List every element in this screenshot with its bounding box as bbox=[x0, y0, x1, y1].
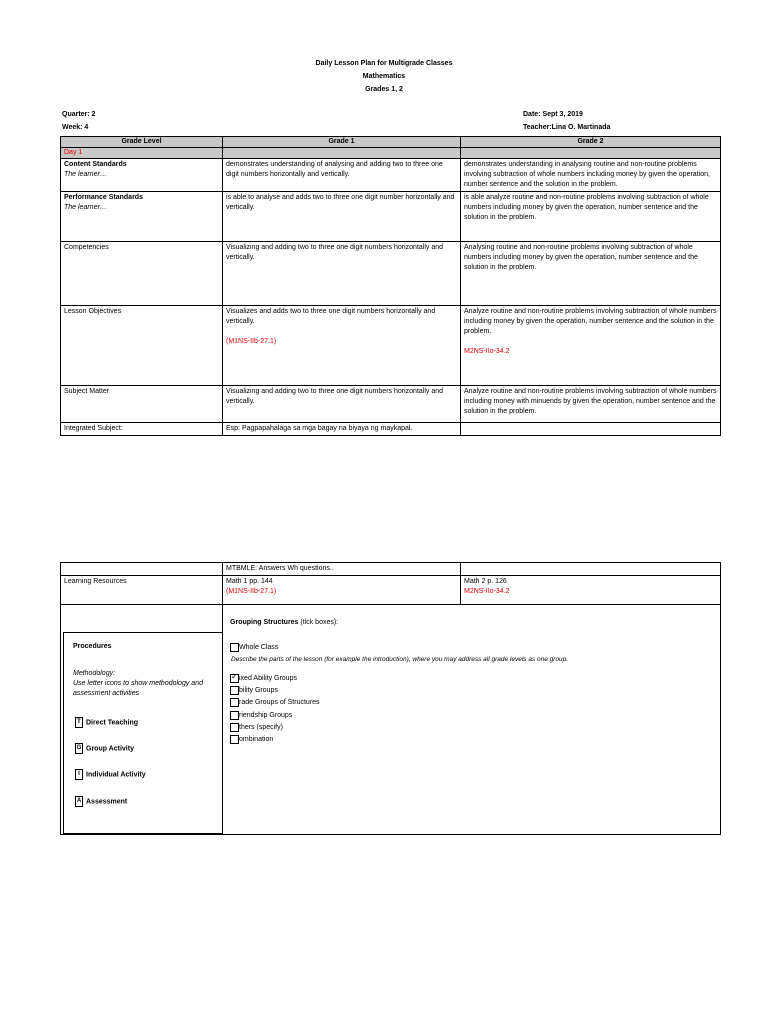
doc-title: Daily Lesson Plan for Multigrade Classes bbox=[315, 60, 453, 67]
g1-resources: Math 1 pp. 144 bbox=[226, 578, 273, 585]
g2-cell: Analysing routine and non-routine problems involving subtraction of whole numbers including money by given the operation, number sentence and the solution in the problem. bbox=[461, 242, 721, 306]
table-row bbox=[61, 159, 721, 192]
row-label: Lesson Objectives bbox=[61, 306, 223, 386]
lesson-plan-table bbox=[60, 136, 721, 436]
table-row bbox=[61, 563, 721, 576]
g1-cell: is able to analyse and adds two to three one digit number horizontally and vertically. bbox=[223, 192, 461, 242]
g1-cell: Visualizes and adds two to three one digit numbers horizontally and vertically. bbox=[226, 308, 436, 325]
g2-code: M2NS-IIo-34.2 bbox=[464, 348, 510, 355]
row-label: Competencies bbox=[61, 242, 223, 306]
combination-checkbox[interactable] bbox=[230, 735, 239, 744]
letter-a-icon: A bbox=[75, 796, 83, 807]
methodology-note: Use letter icons to show methodology and assessment activities bbox=[73, 680, 203, 697]
letter-g-icon: G bbox=[75, 743, 83, 754]
mtb-cell: MTBMLE: Answers Wh questions.. bbox=[223, 563, 461, 576]
header-row bbox=[61, 137, 721, 148]
g1-cell: Visualizing and adding two to three one digit numbers horizontally and vertically. bbox=[223, 386, 461, 423]
group-option: rade Groups of Structures bbox=[239, 699, 320, 706]
group-option: ixed Ability Groups bbox=[239, 675, 297, 682]
grouping-description: Describe the parts of the lesson (for example the introduction), where you may address all grade levels as one group. bbox=[231, 656, 569, 663]
group-option: thers (specify) bbox=[239, 724, 283, 731]
g2-cell: is able analyze routine and non-routine problems involving subtraction of whole numbers including money by given the operation, number sentence and the solution in the problem. bbox=[461, 192, 721, 242]
group-option: bility Groups bbox=[239, 687, 278, 694]
check-icon: ✓ bbox=[231, 672, 238, 681]
row-sub: The learner… bbox=[64, 204, 107, 211]
header-grade-2: Grade 2 bbox=[461, 137, 721, 148]
letter-t-icon: T bbox=[75, 717, 83, 728]
table-row bbox=[61, 242, 721, 306]
grade-groups-checkbox[interactable] bbox=[230, 698, 239, 707]
mixed-ability-checkbox[interactable] bbox=[230, 674, 239, 683]
table-row bbox=[61, 192, 721, 242]
ability-checkbox[interactable] bbox=[230, 686, 239, 695]
header-grade-level: Grade Level bbox=[61, 137, 223, 148]
doc-grades: Grades 1, 2 bbox=[365, 86, 403, 93]
table-row bbox=[61, 306, 721, 386]
table-row bbox=[61, 576, 721, 605]
resources-label: Learning Resources bbox=[61, 576, 223, 605]
row-label: Integrated Subject: bbox=[61, 423, 223, 436]
day-label: Day 1 bbox=[61, 148, 223, 159]
others-checkbox[interactable] bbox=[230, 723, 239, 732]
g1-code: (M1NS-IIb-27.1) bbox=[226, 338, 277, 345]
quarter-label: Quarter: 2 bbox=[62, 111, 96, 118]
g1-cell: Esp: Pagpapahalaga sa mga bagay na biyaya ng maykapal. bbox=[223, 423, 461, 436]
g2-cell: demonstrates understanding in analysing routine and non-routine problems involving subtraction of whole numbers including money by given the operation, number sentence and the solution in the problem. bbox=[461, 159, 721, 192]
g2-code: M2NS-IIo-34.2 bbox=[464, 588, 510, 595]
method-group-activity: G Group Activity bbox=[76, 745, 134, 753]
methodology-label: Methodology: bbox=[73, 670, 116, 677]
row-label: Performance Standards bbox=[64, 194, 143, 201]
g1-cell: demonstrates understanding of analysing and adding two to three one digit numbers horizontally and vertically. bbox=[223, 159, 461, 192]
method-individual-activity: I Individual Activity bbox=[75, 769, 146, 780]
method-assessment: A Assessment bbox=[76, 798, 128, 806]
row-sub: The learner… bbox=[64, 171, 107, 178]
grouping-title: Grouping Structures (tick boxes): bbox=[230, 619, 339, 626]
whole-class-label: Whole Class bbox=[239, 644, 279, 651]
row-label: Content Standards bbox=[64, 161, 127, 168]
g2-cell bbox=[461, 423, 721, 436]
letter-i-icon: I bbox=[75, 769, 83, 780]
row-label: Subject Matter bbox=[61, 386, 223, 423]
whole-class-checkbox[interactable] bbox=[230, 643, 239, 652]
header-grade-1: Grade 1 bbox=[223, 137, 461, 148]
friendship-checkbox[interactable] bbox=[230, 711, 239, 720]
table-row bbox=[61, 423, 721, 436]
group-option: riendship Groups bbox=[239, 712, 293, 719]
g2-cell: Analyze routine and non-routine problems involving subtraction of whole numbers including money by given the operation, number sentence and the solution in the problem. bbox=[464, 308, 717, 335]
g2-cell: Analyze routine and non-routine problems involving subtraction of whole numbers including money with minuends by given the operation, number sentence and the solution in the problem. bbox=[461, 386, 721, 423]
table-row bbox=[61, 386, 721, 423]
teacher-label: Teacher:Lina O. Martinada bbox=[523, 124, 611, 131]
day-row bbox=[61, 148, 721, 159]
group-option: ombination bbox=[239, 736, 274, 743]
date-label: Date: Sept 3, 2019 bbox=[523, 111, 583, 118]
week-label: Week: 4 bbox=[62, 124, 89, 131]
method-direct-teaching: T Direct Teaching bbox=[75, 717, 138, 728]
doc-subject: Mathematics bbox=[362, 73, 406, 80]
procedures-title: Procedures bbox=[73, 643, 112, 650]
procedures-box bbox=[63, 632, 223, 834]
g1-cell: Visualizing and adding two to three one digit numbers horizontally and vertically. bbox=[223, 242, 461, 306]
g1-code: (M1NS-IIb-27.1) bbox=[226, 588, 277, 595]
g2-resources: Math 2 p. 126 bbox=[464, 578, 507, 585]
